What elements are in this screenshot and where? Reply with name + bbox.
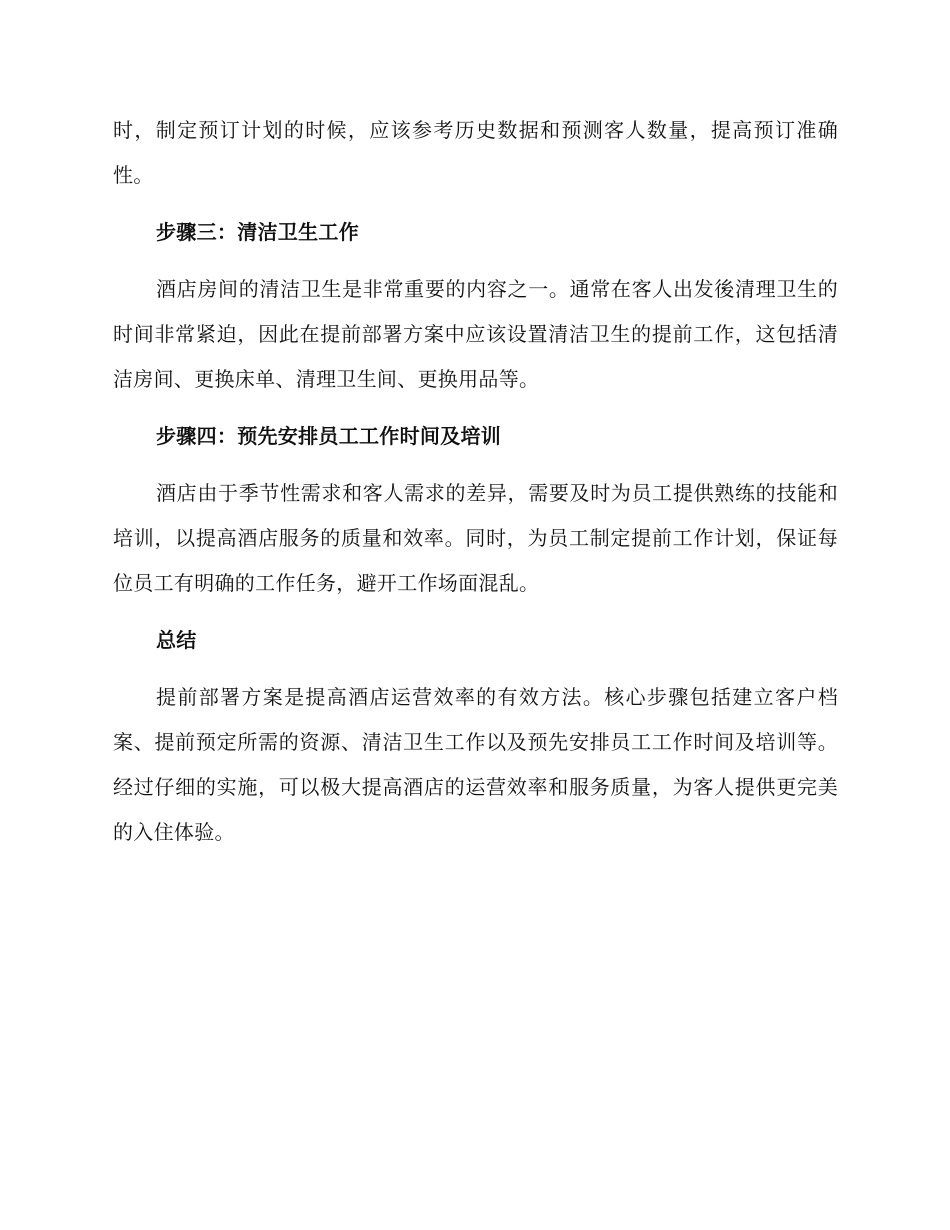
spacer <box>113 198 838 210</box>
paragraph-cleaning: 酒店房间的清洁卫生是非常重要的内容之一。通常在客人出发後清理卫生的时间非常紧迫，因此在提前部署方案中应该设置清洁卫生的提前工作，这包括清洁房间、更换床单、清理卫生间、更换用品等。 <box>113 277 838 391</box>
paragraph-summary: 提前部署方案是提高酒店运营效率的有效方法。核心步骤包括建立客户档案、提前预定所需的资源、清洁卫生工作以及预先安排员工工作时间及培训等。经过仔细的实施，可以极大提高酒店的运营效率和服务质量，为客人提供更完美的入住体验。 <box>113 685 838 844</box>
heading-summary: 总结 <box>156 628 197 652</box>
heading-step-three: 步骤三：清洁卫生工作 <box>156 220 359 244</box>
spacer <box>113 255 838 267</box>
spacer <box>113 459 838 471</box>
spacer <box>113 402 838 414</box>
spacer <box>113 606 838 618</box>
heading-step-four: 步骤四：预先安排员工工作时间及培训 <box>156 424 502 448</box>
paragraph-staff-training: 酒店由于季节性需求和客人需求的差异，需要及时为员工提供熟练的技能和培训，以提高酒店服务的质量和效率。同时，为员工制定提前工作计划，保证每位员工有明确的工作任务，避开工作场面混乱。 <box>113 481 838 595</box>
spacer <box>113 663 838 675</box>
document-page <box>113 108 838 855</box>
paragraph-booking-continued: 时，制定预订计划的时候，应该参考历史数据和预测客人数量，提高预订准确性。 <box>113 118 838 187</box>
